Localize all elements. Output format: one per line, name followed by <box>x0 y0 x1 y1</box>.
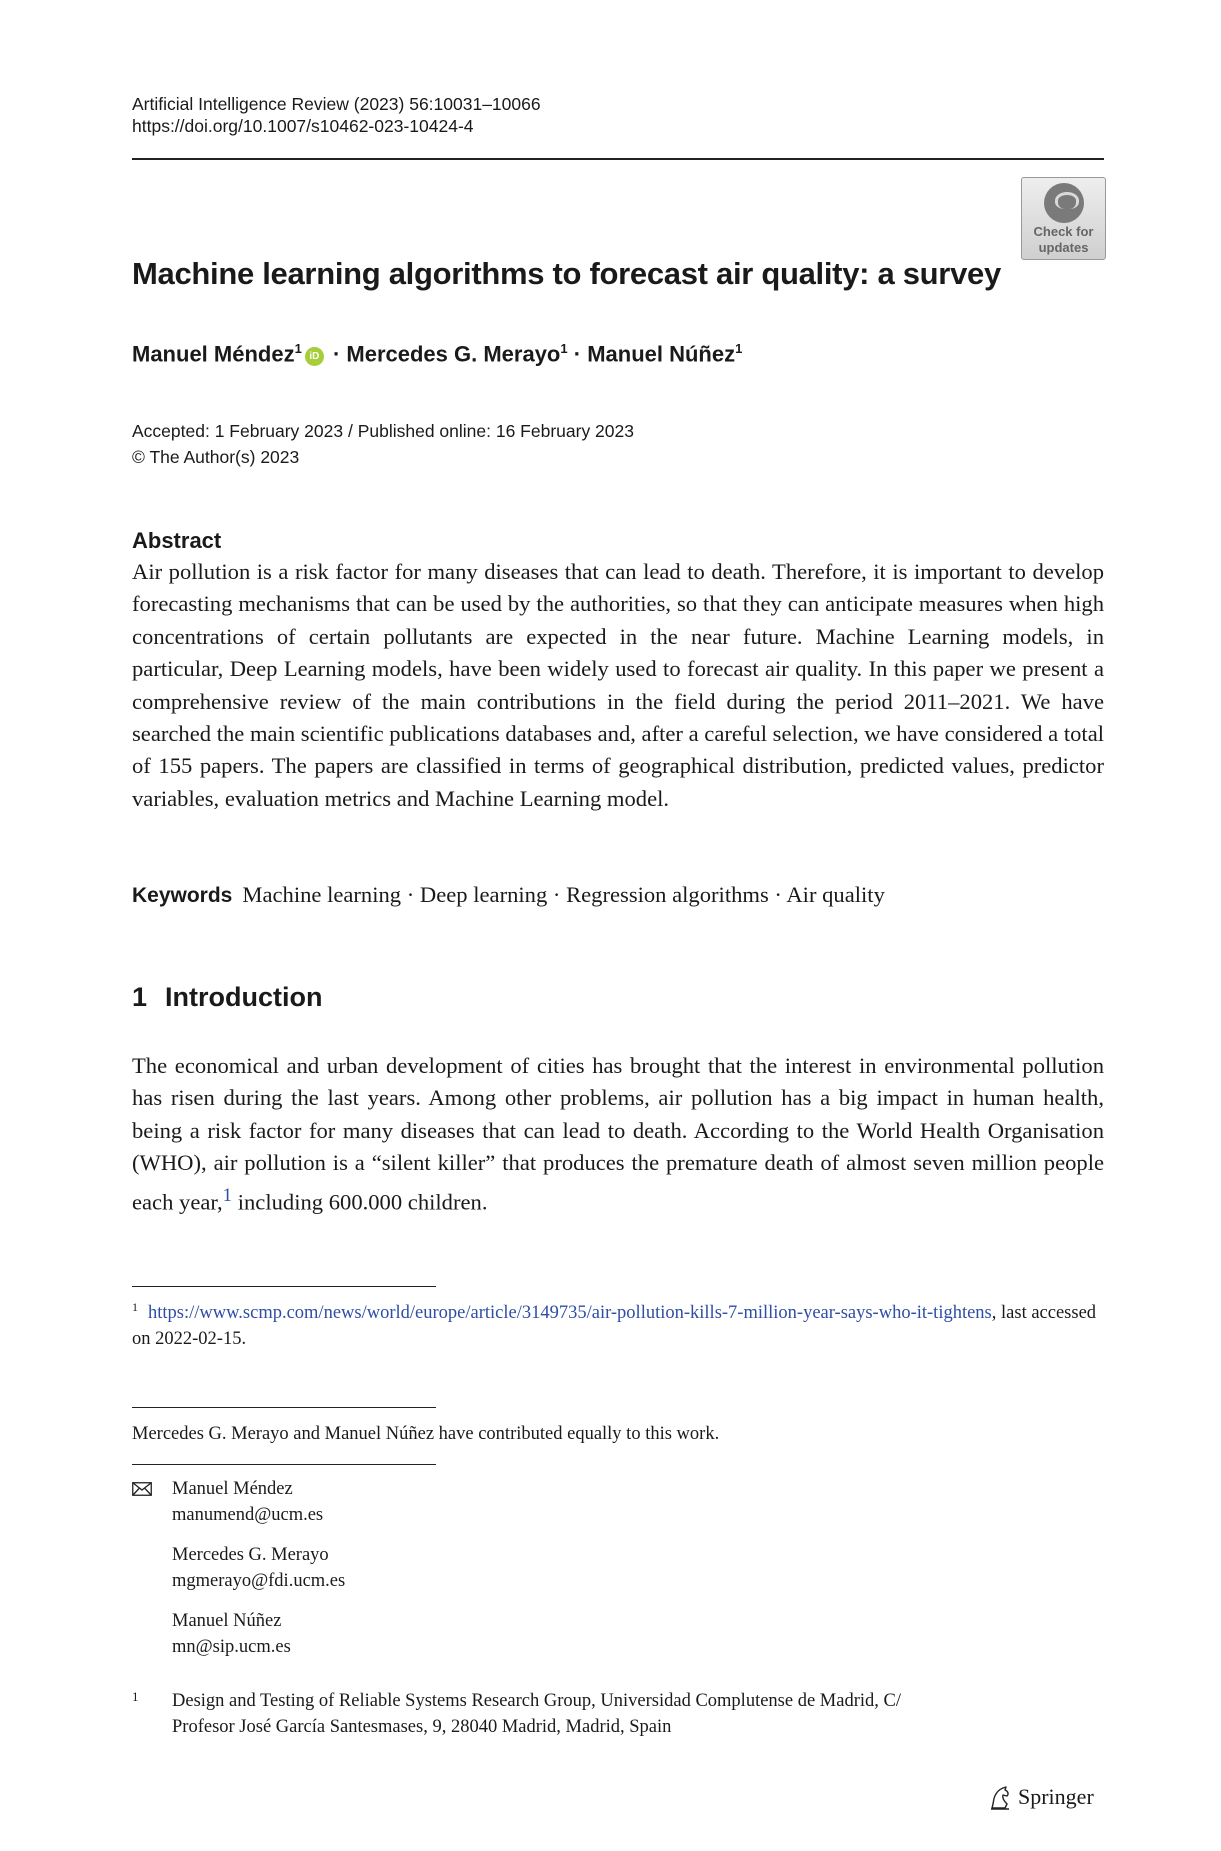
affiliation-mark: 1 <box>294 341 302 356</box>
contact-name: Mercedes G. Merayo <box>172 1545 329 1565</box>
author-contacts <box>132 1476 345 1674</box>
intro-text: The economical and urban development of cities has brought that the interest in environmental pollution has risen during the last years. Among other problems, air pollution has a big impact in human health, being a risk factor for many diseases that can lead to death. According to the World Health Organisation (WHO), air pollution is a “silent killer” that produces the premature death of almost seven million people each year, <box>132 1053 1104 1215</box>
footnote-url-link[interactable]: https://www.scmp.com/news/world/europe/article/3149735/air-pollution-kills-7-million-year-says-who-it-tightens <box>148 1303 992 1324</box>
contacts-rule <box>132 1464 436 1465</box>
footnote-ref-link[interactable]: 1 <box>222 1184 233 1206</box>
check-updates-icon <box>1044 183 1084 223</box>
footnote <box>132 1294 1104 1352</box>
journal-header <box>132 93 541 137</box>
contact-name: Manuel Méndez <box>172 1479 293 1499</box>
publication-dates <box>132 418 634 470</box>
publisher-name: Springer <box>1018 1784 1094 1809</box>
footnote-tail: , last accessed on 2022-02-15. <box>132 1303 1097 1350</box>
keywords-label: Keywords <box>132 884 233 907</box>
contact-email[interactable]: manumend@ucm.es <box>172 1505 324 1525</box>
contact-entry <box>172 1608 345 1660</box>
badge-line-1: Check for <box>1033 224 1094 239</box>
doi-link[interactable]: https://doi.org/10.1007/s10462-023-10424-4 <box>132 116 474 136</box>
journal-citation: Artificial Intelligence Review (2023) 56:10031–10066 <box>132 94 541 114</box>
paper-title: Machine learning algorithms to forecast air quality: a survey <box>132 256 1001 291</box>
check-for-updates-badge[interactable] <box>1021 177 1106 260</box>
affiliation-line: Design and Testing of Reliable Systems Research Group, Universidad Complutense de Madrid, C/ <box>172 1691 901 1711</box>
author-name: Manuel Núñez <box>587 341 736 367</box>
envelope-icon <box>132 1482 152 1496</box>
accepted-published-line: Accepted: 1 February 2023 / Published online: 16 February 2023 <box>132 421 634 441</box>
intro-paragraph <box>132 1050 1104 1219</box>
contact-email[interactable]: mn@sip.ucm.es <box>172 1637 291 1657</box>
affiliation-number: 1 <box>132 1689 139 1704</box>
author-name: Manuel Méndez <box>132 341 295 367</box>
author-list <box>132 341 742 367</box>
author-name: Mercedes G. Merayo <box>346 341 561 367</box>
section-number: 1 <box>132 982 148 1012</box>
badge-line-2: updates <box>1038 240 1089 255</box>
keywords <box>132 882 885 908</box>
abstract-text: Air pollution is a risk factor for many diseases that can lead to death. Therefore, it is important to develop forecasting mechanisms that can be used by the authorities, so that they can anticipate measures when high concentrations of certain pollutants are expected in the near future. Machine Learning models, in particular, Deep Learning models, have been widely used to forecast air quality. In this paper we present a comprehensive review of the main contributions in the field during the period 2011–2021. We have searched the main scientific publications databases and, after a careful selection, we have considered a total of 155 papers. The papers are classified in terms of geographical distribution, predicted values, predictor variables, evaluation metrics and Machine Learning model. <box>132 559 1104 811</box>
publisher-logo <box>988 1784 1094 1810</box>
section-title: Introduction <box>165 982 323 1012</box>
affiliation <box>132 1688 901 1740</box>
affiliation-mark: 1 <box>560 341 568 356</box>
springer-horse-icon <box>988 1784 1012 1810</box>
keywords-list: Machine learning · Deep learning · Regression algorithms · Air quality <box>242 882 885 907</box>
section-heading <box>132 982 323 1013</box>
footnote-rule <box>132 1286 436 1287</box>
intro-text-tail: including 600.000 children. <box>232 1189 488 1215</box>
contact-email[interactable]: mgmerayo@fdi.ucm.es <box>172 1571 346 1591</box>
affiliation-line: Profesor José García Santesmases, 9, 28040 Madrid, Madrid, Spain <box>172 1717 672 1737</box>
affiliation-mark: 1 <box>735 341 743 356</box>
author-separator: · <box>573 341 582 367</box>
contribution-rule <box>132 1407 436 1408</box>
contact-entry <box>172 1542 345 1594</box>
copyright-line: © The Author(s) 2023 <box>132 447 300 467</box>
abstract-heading: Abstract <box>132 528 222 553</box>
orcid-icon[interactable]: iD <box>305 347 324 366</box>
header-rule <box>132 158 1104 160</box>
contact-entry <box>172 1476 345 1528</box>
contribution-note: Mercedes G. Merayo and Manuel Núñez have contributed equally to this work. <box>132 1424 720 1444</box>
author-separator: · <box>332 341 341 367</box>
footnote-mark: 1 <box>132 1300 138 1314</box>
contact-name: Manuel Núñez <box>172 1611 282 1631</box>
